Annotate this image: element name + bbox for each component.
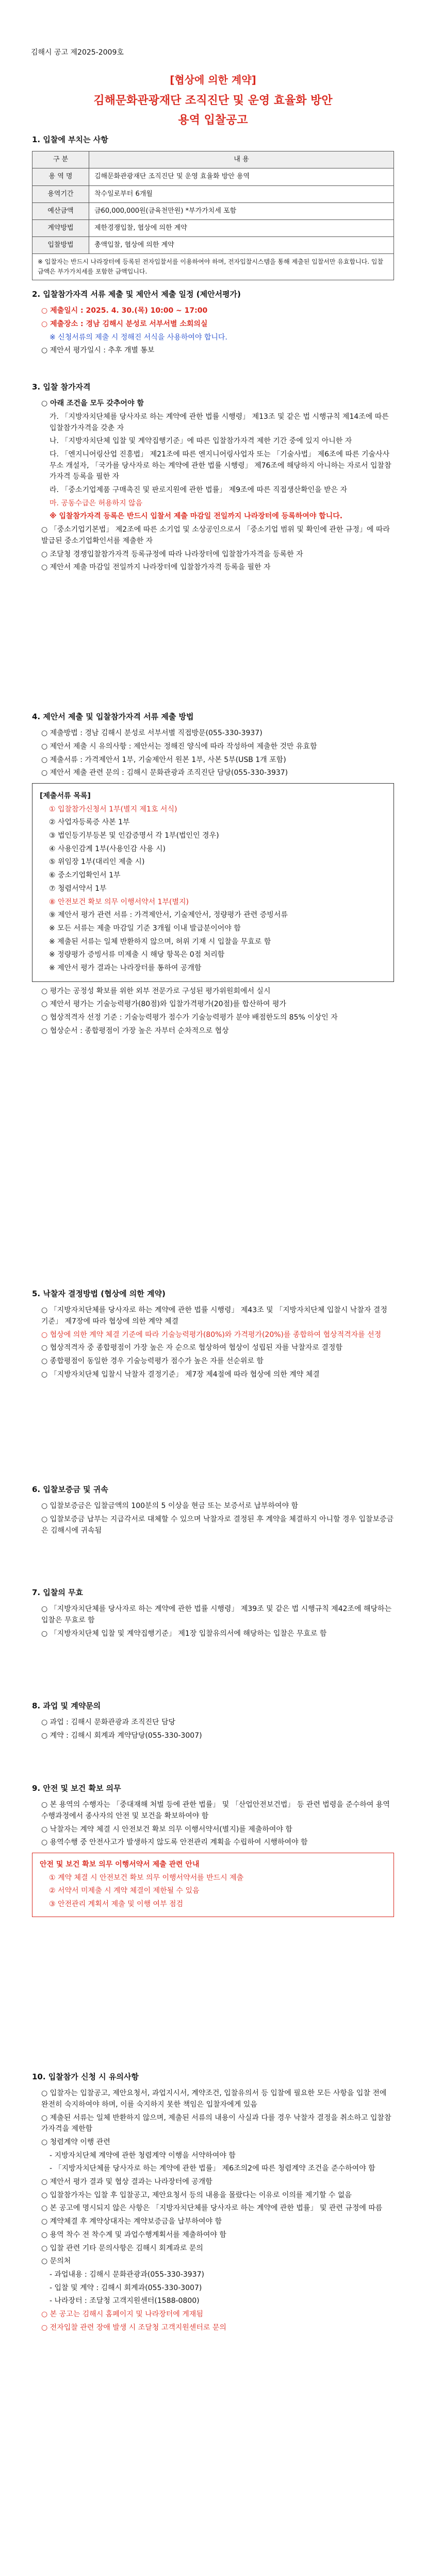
contact-item: - 과업내용 : 김해시 문화관광과(055-330-3937): [50, 2270, 204, 2279]
safety-notice-box: [32, 1853, 394, 1917]
list-item: ○ 제안서 평가 결과 및 협상 결과는 나라장터에 공개함: [41, 2178, 212, 2187]
list-item: ○ 입찰참가자는 입찰 후 입찰공고, 제안요청서 등의 내용을 몰랐다는 이유로 이의를 제기할 수 없음: [41, 2191, 352, 2199]
list-item: ※ 모든 서류는 제출 마감일 기준 3개월 이내 발급분이어야 함: [49, 924, 241, 933]
heading-text: 5. 낙찰자 결정방법 (협상에 의한 계약): [32, 1289, 166, 1298]
section-heading: 9. 안전 및 보건 확보 의무: [32, 1784, 121, 1793]
list-item: ○ 계약체결 후 계약상대자는 계약보증금을 납부하여야 함: [41, 2217, 222, 2226]
list-item: ○ 제안서 평가는 기술능력평가(80점)와 입찰가격평가(20점)를 합산하여 평가: [41, 1000, 287, 1009]
box-title: [제출서류 목록]: [40, 792, 91, 800]
list-item: ○ 제안서 제출 마감일 전일까지 나라장터에 입찰참가자격 등록을 필한 자: [41, 563, 271, 572]
row-label: 계약방법: [32, 219, 89, 236]
list-item: ○ 협상순서 : 종합평점이 가장 높은 자부터 순차적으로 협상: [41, 1026, 229, 1035]
list-item: ○ 계약 : 김해시 회계과 계약담당(055-330-3007): [41, 1731, 202, 1740]
submission-note: ※ 신청서류의 제출 시 정해진 서식을 사용하여야 합니다.: [50, 333, 227, 342]
table-row: [32, 168, 394, 185]
table-row: [32, 254, 394, 280]
table-header-row: [32, 151, 394, 168]
section-inquiries: [32, 1700, 394, 1744]
list-item: ○ 제안서 제출 관련 문의 : 김해시 문화관광과 조직진단 담당(055-330-3937): [41, 769, 288, 777]
list-item: ○ 입찰자는 입찰공고, 제안요청서, 과업지시서, 계약조건, 입찰유의서 등 입찰에 필요한 모든 사항을 입찰 전에 완전히 숙지하여야 하며, 이를 숙지하지 못한 책임은 입찰자에게 있음: [41, 2089, 387, 2109]
row-value: 총액입찰, 협상에 의한 계약: [89, 236, 394, 253]
list-item: ○ 본 공고에 명시되지 않은 사항은 「지방자치단체를 당사자로 하는 계약에 관한 법률」 및 관련 규정에 따름: [41, 2204, 383, 2213]
section-heading: 4. 제안서 제출 및 입찰참가자격 서류 제출 방법: [32, 712, 194, 721]
list-item: ③ 법인등기부등본 및 인감증명서 각 1부(법인인 경우): [49, 832, 219, 840]
table-note: ※ 입찰자는 반드시 나라장터에 등록된 전자입찰서를 이용하여야 하며, 전자입찰시스템을 통해 제출된 입찰서만 유효합니다. 입찰금액은 부가가치세를 포함한 금액입니다.: [32, 254, 394, 280]
list-item: ① 계약 체결 시 안전보건 확보 의무 이행서약서를 반드시 제출: [49, 1873, 244, 1882]
table-row: [32, 185, 394, 202]
table-row: [32, 219, 394, 236]
list-item: ○ 「중소기업기본법」 제2조에 따른 소기업 및 소상공인으로서 「중소기업 범위 및 확인에 관한 규정」에 따라 발급된 중소기업확인서를 제출한 자: [41, 526, 390, 545]
row-value: 김해문화관광재단 조직진단 및 운영 효율화 방안 용역: [89, 168, 394, 185]
list-item: ○ 조달청 경쟁입찰참가자격 등록규정에 따라 나라장터에 입찰참가자격을 등록한 자: [41, 550, 303, 558]
section-heading: 6. 입찰보증금 및 귀속: [32, 1485, 108, 1494]
list-item: 나. 「지방자치단체 입찰 및 계약집행기준」에 따른 입찰참가자격 제한 기간 중에 있지 아니한 자: [50, 437, 352, 446]
table-header: 내 용: [89, 151, 394, 168]
notice-type-title: 용역 입찰공고: [178, 114, 248, 127]
submission-datetime: ○ 제출일시 : 2025. 4. 30.(목) 10:00 ~ 17:00: [41, 307, 208, 315]
section-heading: 1. 입찰에 부치는 사항: [32, 135, 108, 144]
box-title: 안전 및 보건 확보 의무 이행서약서 제출 관련 안내: [40, 1860, 200, 1869]
list-item: 가. 「지방자치단체를 당사자로 하는 계약에 관한 법률 시행령」 제13조 및 같은 법 시행규칙 제14조에 따른 입찰참가자격을 갖춘 자: [50, 412, 389, 432]
list-item: ○ 제출된 서류는 일체 반환하지 않으며, 제출된 서류의 내용이 사실과 다를 경우 낙찰자 결정을 취소하고 입찰참가자격을 제한함: [41, 2113, 391, 2133]
list-item: ○ 입찰 관련 기타 문의사항은 김해시 회계과로 문의: [41, 2244, 203, 2252]
list-item: ② 서약서 미제출 시 계약 체결이 제한될 수 있음: [49, 1887, 200, 1895]
contact-item: - 입찰 및 계약 : 김해시 회계과(055-330-3007): [50, 2283, 202, 2292]
section-bid-bond: [32, 1484, 394, 1538]
section-precautions: [32, 2071, 394, 2335]
table-row: [32, 236, 394, 253]
document-list-box: [32, 783, 394, 982]
list-item: ※ 정량평가 증빙서류 미제출 시 해당 항목은 0점 처리함: [49, 951, 225, 959]
list-item: ⑤ 위임장 1부(대리인 제출 시): [49, 858, 145, 867]
contact-item: - 나라장터 : 조달청 고객지원센터(1588-0800): [50, 2297, 200, 2306]
list-item: 다. 「엔지니어링산업 진흥법」 제21조에 따른 엔지니어링사업자 또는 「기술사법」 제6조에 따른 기술사사무소 개설자, 「국가를 당사자로 하는 계약에 관한 법률 시행령」 제76조에 해당하지 아니하는 자로서 입찰참가자격 등록을 필한 자: [50, 450, 391, 481]
list-item: ⑧ 안전보건 확보 의무 이행서약서 1부(별지): [49, 897, 189, 906]
list-item: ○ 입찰보증금은 입찰금액의 100분의 5 이상을 현금 또는 보증서로 납부하여야 함: [41, 1502, 299, 1511]
list-item: ① 입찰참가신청서 1부(별지 제1호 서식): [49, 805, 177, 814]
row-label: 예산금액: [32, 202, 89, 219]
list-item: ○ 전자입찰 관련 장애 발생 시 조달청 고객지원센터로 문의: [41, 2323, 226, 2332]
section-heading: 2. 입찰참가자격 서류 제출 및 제안서 제출 일정 (제안서평가): [32, 290, 241, 299]
list-item: ② 사업자등록증 사본 1부: [49, 818, 130, 827]
document-title: [0, 72, 426, 129]
row-label: 용역기간: [32, 185, 89, 202]
list-item: ○ 낙찰자는 계약 체결 시 안전보건 확보 의무 이행서약서(별지)를 제출하여야 함: [41, 1825, 292, 1834]
list-item: ○ 협상에 의한 계약 체결 기준에 따라 기술능력평가(80%)와 가격평가(20%)를 종합하여 협상적격자를 선정: [41, 1330, 382, 1339]
list-item: ○ 본 용역의 수행자는 「중대재해 처벌 등에 관한 법률」 및 「산업안전보건법」 등 관련 법령을 준수하여 용역 수행과정에서 종사자의 안전 및 보건을 확보하여야 함: [41, 1801, 390, 1820]
list-item: ○ 용역 착수 전 착수계 및 과업수행계획서를 제출하여야 함: [41, 2230, 226, 2239]
table-header: 구 분: [32, 151, 89, 168]
list-item: 마. 공동수급은 허용하지 않음: [50, 499, 143, 507]
list-item: ○ 협상적격자 중 종합평점이 가장 높은 자 순으로 협상하여 협상이 성립된 자를 낙찰자로 결정함: [41, 1344, 342, 1352]
list-item: ④ 사용인감계 1부(사용인감 사용 시): [49, 844, 166, 853]
list-item: 라. 「중소기업제품 구매촉진 및 판로지원에 관한 법률」 제9조에 따른 직접생산확인을 받은 자: [50, 486, 348, 495]
eligibility-intro: ○ 아래 조건을 모두 갖추어야 함: [41, 399, 144, 408]
section-heading: 10. 입찰참가 신청 시 유의사항: [32, 2072, 139, 2081]
list-item: ○ 용역수행 중 안전사고가 발생하지 않도록 안전관리 계획을 수립하여 시행하여야 함: [41, 1838, 308, 1847]
section-eligibility: [32, 381, 394, 575]
list-item: ○ 본 공고는 김해시 홈페이지 및 나라장터에 게재됨: [41, 2310, 203, 2318]
list-item: ○ 입찰보증금 납부는 지급각서로 대체할 수 있으며 낙찰자로 결정된 후 계약을 체결하지 아니할 경우 입찰보증금은 김해시에 귀속됨: [41, 1515, 394, 1535]
row-label: 입찰방법: [32, 236, 89, 253]
section-award-method: [32, 1288, 394, 1382]
row-value: 금60,000,000원(금육천만원) *부가가치세 포함: [89, 202, 394, 219]
row-value: 착수일로부터 6개월: [89, 185, 394, 202]
list-item: ○ 평가는 공정성 확보를 위한 외부 전문가로 구성된 평가위원회에서 실시: [41, 987, 271, 995]
project-title: 김해문화관광재단 조직진단 및 운영 효율화 방안: [93, 94, 333, 107]
row-label: 용 역 명: [32, 168, 89, 185]
list-item: ※ 제안서 평가 결과는 나라장터를 통하여 공개함: [49, 963, 202, 972]
eligibility-warning: ※ 입찰참가자격 등록은 반드시 입찰서 제출 마감일 전일까지 나라장터에 등록하여야 합니다.: [50, 512, 343, 521]
bid-info-table: [32, 151, 394, 280]
list-item: ○ 「지방자치단체를 당사자로 하는 계약에 관한 법률 시행령」 제39조 및 같은 법 시행규칙 제42조에 해당하는 입찰은 무효로 함: [41, 1605, 392, 1624]
list-item: - 「지방자치단체를 당사자로 하는 계약에 관한 법률」 제6조의2에 따른 청렴계약 조건을 준수하여야 함: [50, 2164, 375, 2173]
list-item: ⑨ 제안서 평가 관련 서류 : 가격제안서, 기술제안서, 정량평가 관련 증빙서류: [49, 911, 288, 920]
list-item: ③ 안전관리 계획서 제출 및 이행 여부 점검: [49, 1900, 184, 1909]
table-row: [32, 202, 394, 219]
list-item: ○ 종합평점이 동일한 경우 기술능력평가 점수가 높은 자를 선순위로 함: [41, 1357, 264, 1365]
section-heading: 8. 과업 및 계약문의: [32, 1701, 101, 1710]
list-item: ⑦ 청렴서약서 1부: [49, 884, 107, 893]
list-item: - 지방자치단체 계약에 관한 청렴계약 이행을 서약하여야 함: [50, 2151, 236, 2160]
section-heading: [32, 1288, 394, 1300]
list-item: ○ 제출서류 : 가격제안서 1부, 기술제안서 원본 1부, 사본 5부(USB 1개 포함): [41, 755, 286, 764]
list-item: ○ 협상적격자 선정 기준 : 기술능력평가 점수가 기술능력평가 분야 배점한도의 85% 이상인 자: [41, 1013, 338, 1022]
section-heading: 3. 입찰 참가자격: [32, 382, 91, 392]
notice-number: 김해시 공고 제2025-2009호: [31, 48, 124, 57]
section-safety: [32, 1783, 394, 1921]
list-item: ○ 과업 : 김해시 문화관광과 조직진단 담당: [41, 1718, 176, 1727]
section-invalid-bids: [32, 1587, 394, 1641]
list-item: ○ 제안서 제출 시 유의사항 : 제안서는 정해진 양식에 따라 작성하여 제출한 것만 유효함: [41, 742, 317, 751]
section-bid-items: [32, 134, 394, 280]
list-item: ○ 청렴계약 이행 관련: [41, 2138, 110, 2146]
evaluation-date: ○ 제안서 평가일시 : 추후 개별 통보: [41, 346, 155, 355]
row-value: 제한경쟁입찰, 협상에 의한 계약: [89, 219, 394, 236]
submission-place: ○ 제출장소 : 경남 김해시 분성로 서부서별 소회의실: [41, 319, 208, 328]
list-item: ○ 「지방자치단체를 당사자로 하는 계약에 관한 법률 시행령」 제43조 및 「지방자치단체 입찰시 낙찰자 결정기준」 제7장에 따라 협상에 의한 계약 체결: [41, 1306, 387, 1326]
list-item: ○ 「지방자치단체 입찰 및 계약집행기준」 제1장 입찰유의서에 해당하는 입찰은 무효로 함: [41, 1629, 327, 1638]
section-heading: 7. 입찰의 무효: [32, 1588, 84, 1597]
contract-type-label: [협상에 의한 계약]: [170, 74, 256, 86]
list-item: ⑥ 중소기업확인서 1부: [49, 871, 121, 880]
list-item: ○ 제출방법 : 경남 김해시 분성로 서부서별 직접방문(055-330-3937): [41, 729, 263, 738]
contact-title: ○ 문의처: [41, 2257, 71, 2266]
list-item: ※ 제출된 서류는 일체 반환하지 않으며, 허위 기재 시 입찰을 무효로 함: [49, 937, 271, 946]
section-submission-method: [32, 711, 394, 1039]
section-submission-schedule: [32, 289, 394, 359]
list-item: ○ 「지방자치단체 입찰시 낙찰자 결정기준」 제7장 제4절에 따라 협상에 의한 계약 체결: [41, 1370, 320, 1379]
